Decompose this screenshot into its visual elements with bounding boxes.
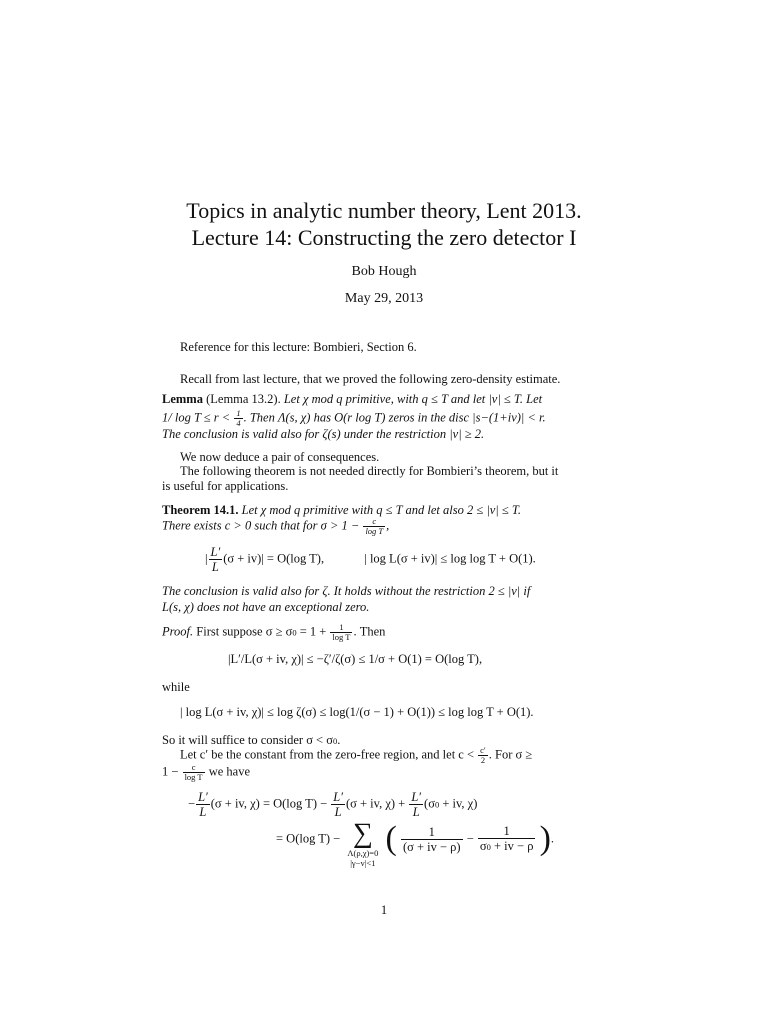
following-line-2: is useful for applications. <box>162 479 289 493</box>
fraction-c-logT: $\frac{c}{\text{log T}}$ <box>365 516 384 536</box>
sum-symbol: ∑ <box>352 818 373 849</box>
reference-line: Reference for this lecture: Bombieri, Section 6. <box>180 340 417 354</box>
lemma-line-3: The conclusion is valid also for ζ(s) under the restriction |v| ≥ 2. <box>162 427 485 441</box>
date: May 29, 2013 <box>344 291 424 306</box>
fraction-1-logT: $\frac{1}{\text{log T}}$ <box>332 622 351 642</box>
theorem-label: Theorem 14.1. <box>162 503 239 517</box>
equation-3: | log L(σ + iv, χ)| ≤ log ζ(σ) ≤ log(1/(σ − 1) + O(1)) ≤ log log T + O(1). <box>180 705 534 719</box>
deduce-line: We now deduce a pair of consequences. <box>180 450 380 464</box>
lemma-label: Lemma <box>162 392 203 406</box>
letc-line: Let c′ be the constant from the zero-free region, and let c < $\frac{c'}{2}$ . For σ ≥ <box>180 745 533 765</box>
sum-block: ∑ Λ(ρ,χ)=0 |γ−v|<1 <box>347 818 379 868</box>
fraction-Lprime-L: $\frac{L'}{L}$ <box>210 545 221 574</box>
proof-label: Proof. <box>162 624 194 639</box>
equation-1: | $\frac{L'}{L}$ (σ + iv)| = O(log T), | log L(σ + iv)| ≤ log log T + O(1). <box>205 545 536 574</box>
title-line-2: Lecture 14: Constructing the zero detector I <box>191 225 577 250</box>
theorem-line-1 <box>162 502 521 518</box>
title-line-1: Topics in analytic number theory, Lent 2013. <box>186 198 582 223</box>
proof-line: Proof. First suppose σ ≥ σ0 = 1 + $\frac{1}{\text{log T}}$ . Then <box>162 622 386 642</box>
author: Bob Hough <box>351 264 417 279</box>
suffice-line: So it will suffice to consider σ < σ0. <box>162 733 341 747</box>
lemma-text-2b: . Then Λ(s, χ) has O(r log T) zeros in the disc |s−(1+iv)| < r. <box>243 410 546 425</box>
page-number: 1 <box>380 903 388 917</box>
theorem-line-2: There exists c > 0 such that for σ > 1 − $\frac{c}{\text{log T}}$ , <box>162 516 390 536</box>
theorem-text-1: Let χ mod q primitive with q ≤ T and let also 2 ≤ |v| ≤ T. <box>241 503 521 517</box>
lemma-ref: (Lemma 13.2). <box>206 392 281 406</box>
we-have-line: 1 − $\frac{c}{\text{log T}}$ we have <box>162 762 251 782</box>
fraction-quarter: $\frac{1}{4}$ <box>236 408 241 428</box>
lemma-text-2a: 1/ log T ≤ r < <box>162 410 231 425</box>
fraction-c-logT-2: $\frac{c}{\text{log T}}$ <box>184 762 203 782</box>
equation-5: = O(log T) − ∑ Λ(ρ,χ)=0 |γ−v|<1 ( $\frac{1}{(\sigma + iv - \rho)}$ − $\frac{1}{\sigma 0 + iv - \rho}$ ). <box>276 818 555 868</box>
following-line-1: The following theorem is not needed directly for Bombieri’s theorem, but it <box>180 464 559 478</box>
fraction-cprime-2: $\frac{c'}{2}$ <box>480 745 486 765</box>
conclusion-line-1: The conclusion is valid also for ζ. It holds without the restriction 2 ≤ |v| if <box>162 584 531 598</box>
while-word: while <box>162 680 190 694</box>
equation-4: − $\frac{L'}{L}$ (σ + iv, χ) = O(log T) − $\frac{L'}{L}$ (σ + iv, χ) + $\frac{L'}{L}$ (σ0 + iv, χ) <box>188 790 478 819</box>
recall-line: Recall from last lecture, that we proved the following zero-density estimate. <box>180 372 561 386</box>
fraction-a: $\frac{1}{(\sigma + iv - \rho)}$ <box>402 824 461 854</box>
equation-2: |L′/L(σ + iv, χ)| ≤ −ζ′/ζ(σ) ≤ 1/σ + O(1) = O(log T), <box>228 652 483 666</box>
lemma-text-1: Let χ mod q primitive, with q ≤ T and let |v| ≤ T. Let <box>283 392 543 406</box>
lemma-line-1 <box>162 391 542 407</box>
conclusion-line-2: L(s, χ) does not have an exceptional zero. <box>162 600 370 614</box>
theorem-text-2a: There exists c > 0 such that for σ > 1 − <box>162 518 360 533</box>
fraction-b: $\frac{1}{\sigma 0 + iv - \rho}$ <box>479 824 534 853</box>
